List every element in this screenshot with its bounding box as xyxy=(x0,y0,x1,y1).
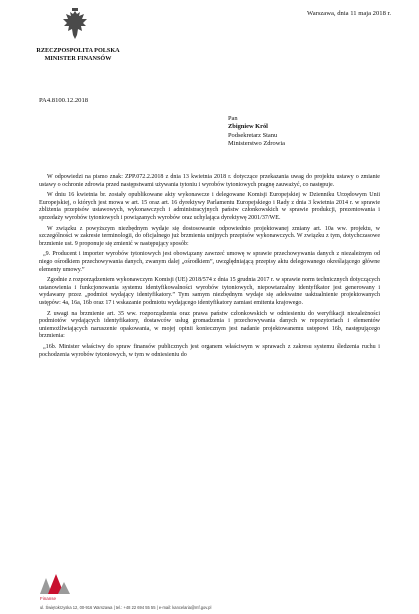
issuer-ministry: MINISTER FINANSÓW xyxy=(44,54,112,62)
letter-date: Warszawa, dnia 11 maja 2018 r. xyxy=(307,10,391,17)
letter-body xyxy=(39,174,380,362)
addressee-ministry: Ministerstwo Zdrowia xyxy=(228,139,285,147)
body-quote-paragraph-2: „16b. Minister właściwy do spraw finansów publicznych jest organem właściwym w sprawach z zakresu systemu śledzenia ruchu i pochodzenia wyrobów tytoniowych, w tym w odniesieniu do xyxy=(39,344,380,358)
eagle-emblem-icon xyxy=(60,8,90,42)
body-paragraph-2: W dniu 16 kwietnia br. zostały opublikowane akty wykonawcze i delegowane Komisji Europejskiej w Dzienniku Urzędowym Unii Europejskiej, o których jest mowa w art. 15 oraz art. 16 dyrektywy Parlamentu Europejskiego i Rady z dnia 3 kwietnia 2014 r. w sprawie zbliżenia przepisów ustawowych, wykonawczych i administracyjnych państw członkowskich w sprawie produkcji, prezentowania i sprzedaży wyrobów tytoniowych i powiązanych wyrobów oraz uchylająca dyrektywę 2001/37/WE. xyxy=(39,192,380,221)
footer-contact: ul. Świętokrzyska 12, 00-916 Warszawa | tel.: +48 22 694 55 55 | e-mail: kancelaria@mf.gov.pl xyxy=(40,605,212,610)
addressee-salutation: Pan xyxy=(228,115,238,122)
reference-number: PA4.8100.12.2018 xyxy=(39,97,89,104)
body-paragraph-4: Zgodnie z rozporządzeniem wykonawczym Komisji (UE) 2018/574 z dnia 15 grudnia 2017 r. w sprawie norm technicznych dotyczących ustanowienia i funkcjonowania systemu identyfikowalności wyrobów tytoniowych, niepowtarzalny identyfikator jest generowany i wydawany przez „podmiot wydający identyfikatory.” Tym samym niezbędnym wydaje się adekwatne uaktualnienie projektowanych ustępów: 4a, 16a, 16b oraz 17 i wskazanie podmiotu wydającego identyfikatory zamiast emitenta krajowego. xyxy=(39,277,380,306)
body-paragraph-1: W odpowiedzi na pismo znak: ZPP.072.2.2018 z dnia 13 kwietnia 2018 r. dotyczące przekazania uwag do projektu ustawy o zmianie ustawy o ochronie zdrowia przed następstwami używania tytoniu i wyrobów tytoniowych pragnę zauważyć, co następuje. xyxy=(39,174,380,188)
issuer-block xyxy=(28,47,128,62)
addressee-block xyxy=(228,115,285,148)
addressee-name: Zbigniew Król xyxy=(228,123,268,131)
body-quote-paragraph-1: „9. Producent i importer wyrobów tytoniowych jest obowiązany zawrzeć umowę w sprawie przechowywania danych z niezależnym od niego ośrodkiem przechowywania danych, zwanym dalej „ośrodkiem”, uwzględniającą przepisy aktu delegowanego określającego główne elementy umowy.” xyxy=(39,251,380,273)
addressee-position: Podsekretarz Stanu xyxy=(228,131,278,139)
body-paragraph-5: Z uwagi na brzmienie art. 35 ww. rozporządzenia oraz prawa państw członkowskich w odniesieniu do weryfikacji niezależności podmiotów wydających identyfikatory, dostawców usług gromadzenia i przechowywania danych w repozytoriach i elementów uniemożliwiających naruszenie opakowania, w mojej opinii koniecznym jest nadanie projektowanemu ustępowi 16b, następującego brzmienia: xyxy=(39,310,380,340)
issuer-country: RZECZPOSPOLITA POLSKA xyxy=(36,47,120,54)
logo-text: Finanse xyxy=(40,596,57,601)
body-paragraph-3: W związku z powyższym niezbędnym wydaje się dostosowanie odpowiednio projektowanej zmiany art. 10a ww. projektu, w szczególności w zakresie terminologii, do oficjalnego już brzmienia unijnych przepisów wykonawczych. W związku z tym, dotychczasowe brzmienie ust. 9 proponuje się zmienić w następujący sposób: xyxy=(39,225,380,247)
